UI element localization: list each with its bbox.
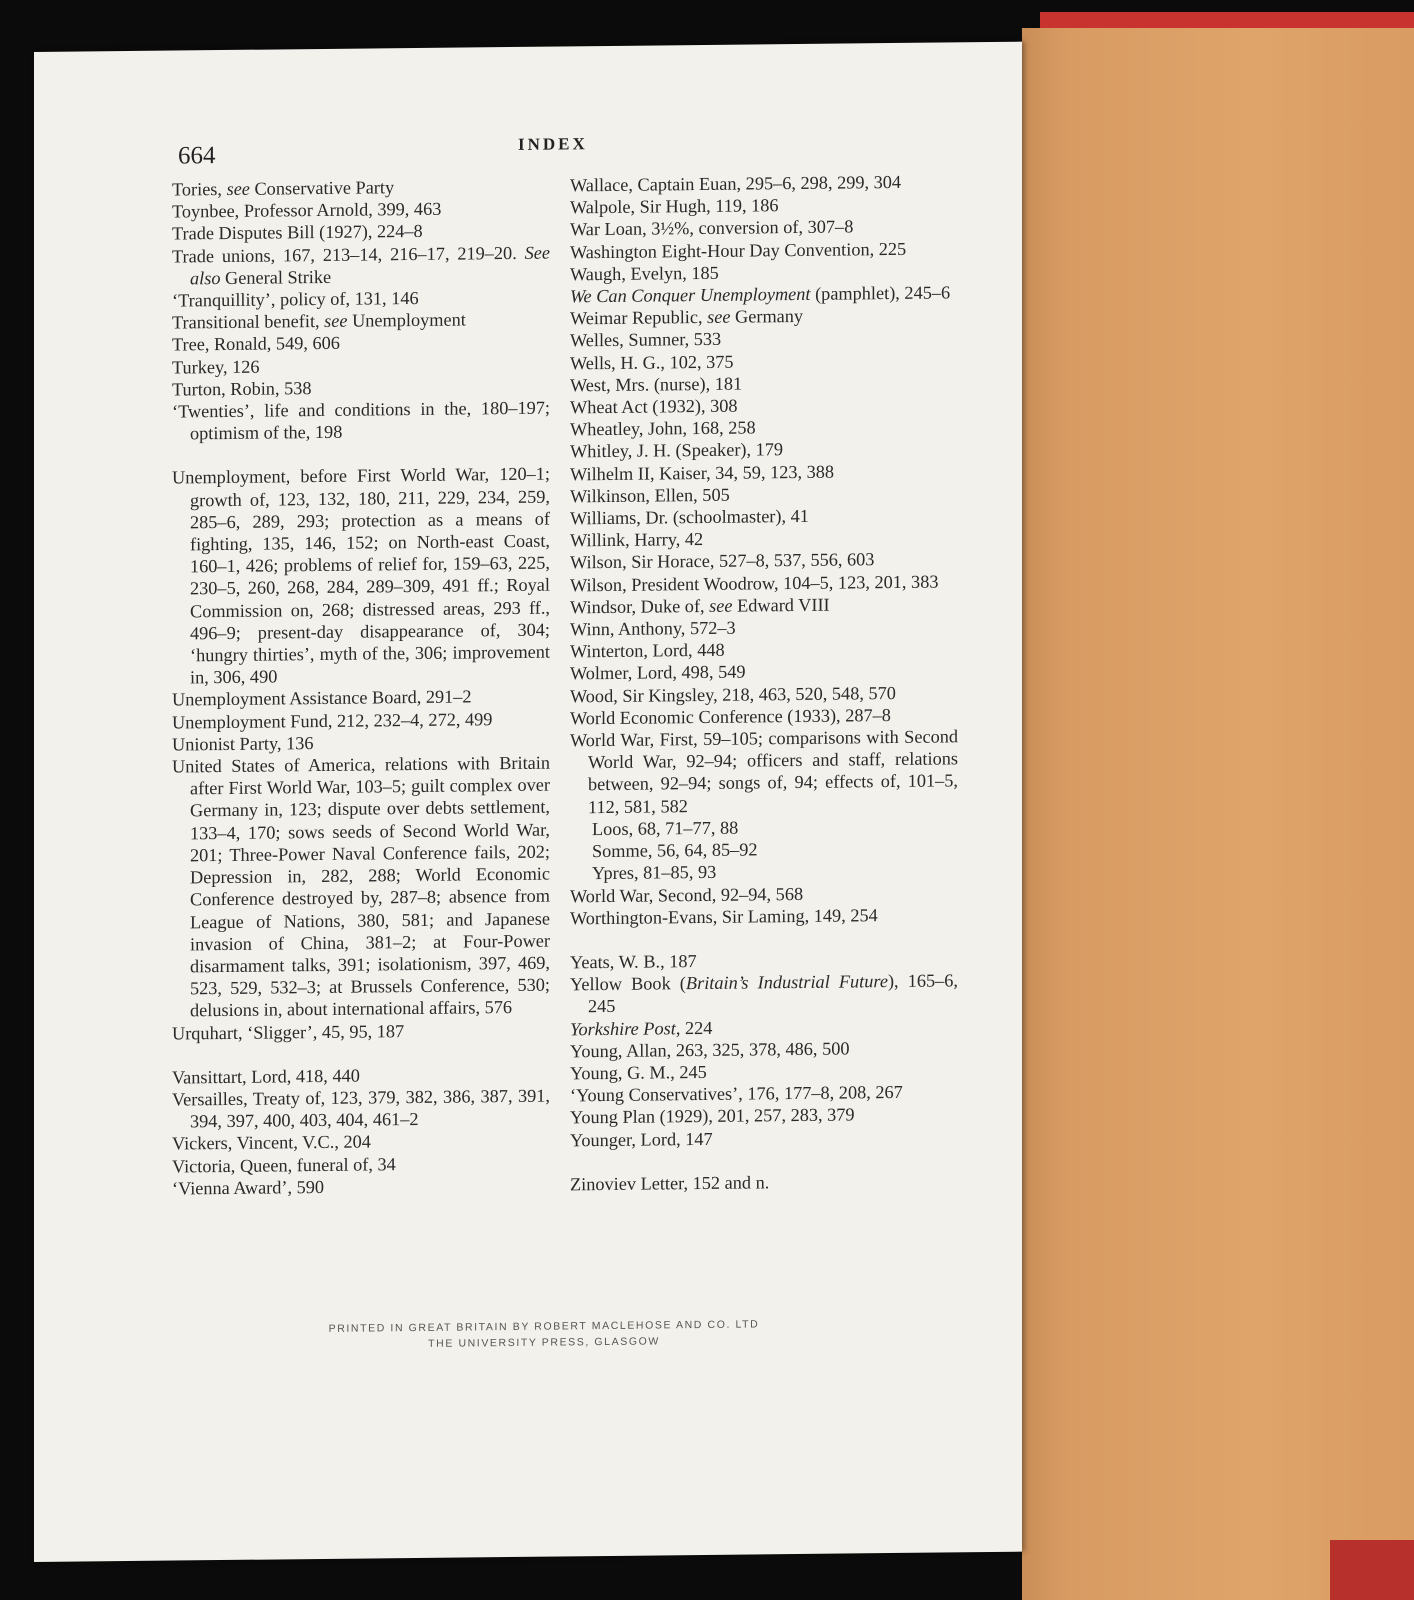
- index-entry: Wheat Act (1932), 308: [570, 395, 738, 418]
- index-entry: Versailles, Treaty of, 123, 379, 382, 386, 387, 391, 394, 397, 400, 403, 404, 461–2: [172, 1085, 550, 1132]
- index-entry: Tories, see Conservative Party: [172, 177, 395, 200]
- index-entry: War Loan, 3½%, conversion of, 307–8: [570, 216, 854, 240]
- index-entry: Unemployment Assistance Board, 291–2: [172, 686, 472, 711]
- index-entry: Weimar Republic, see Germany: [570, 306, 804, 329]
- index-entry: ‘Young Conservatives’, 176, 177–8, 208, 267: [570, 1082, 903, 1106]
- index-entry: Wood, Sir Kingsley, 218, 463, 520, 548, 570: [570, 682, 896, 707]
- index-entry: Toynbee, Professor Arnold, 399, 463: [172, 198, 442, 222]
- index-column-right: [570, 170, 958, 1195]
- index-entry: Transitional benefit, see Unemployment: [172, 309, 466, 333]
- index-entry: Waugh, Evelyn, 185: [570, 262, 719, 285]
- book-page: [34, 42, 1022, 1562]
- imprint-line-2: THE UNIVERSITY PRESS, GLASGOW: [428, 1335, 660, 1350]
- index-entry: Young Plan (1929), 201, 257, 283, 379: [570, 1104, 855, 1128]
- book-cover-endpaper: [1022, 28, 1414, 1600]
- index-entry: Unemployment, before First World War, 120–1; growth of, 123, 132, 180, 211, 229, 234, 259, 285–6, 289, 293; protection as a means of fighting, 135, 146, 152; on North-east Coast, 160–1, 426; problems of relief for, 159–63, 225, 230–5, 260, 268, 284, 289–309, 491 ff.; Royal Commission on, 268; distressed areas, 293 ff., 496–9; present-day disappearance of, 304; ‘hungry thirties’, myth of the, 306; improvement in, 306, 490: [172, 464, 550, 688]
- index-subentry: Somme, 56, 64, 85–92: [592, 839, 758, 862]
- index-entry: Yellow Book (Britain’s Industrial Future), 165–6, 245: [570, 970, 958, 1017]
- index-entry: Wilson, Sir Horace, 527–8, 537, 556, 603: [570, 549, 875, 573]
- index-entry: Williams, Dr. (schoolmaster), 41: [570, 505, 809, 529]
- index-entry: Wallace, Captain Euan, 295–6, 298, 299, 304: [570, 171, 902, 196]
- index-entry: Wolmer, Lord, 498, 549: [570, 662, 746, 684]
- index-entry: Wilkinson, Ellen, 505: [570, 484, 730, 507]
- index-entry: Unionist Party, 136: [172, 732, 314, 755]
- page-number: 664: [178, 142, 216, 170]
- index-entry: Victoria, Queen, funeral of, 34: [172, 1153, 396, 1177]
- index-entry: Young, G. M., 245: [570, 1061, 707, 1084]
- index-entry: Trade Disputes Bill (1927), 224–8: [172, 221, 423, 244]
- index-entry: Wells, H. G., 102, 375: [570, 351, 734, 374]
- index-entry: Trade unions, 167, 213–14, 216–17, 219–20. See also General Strike: [172, 242, 550, 289]
- printer-imprint: [264, 1316, 824, 1354]
- index-entry: ‘Twenties’, life and conditions in the, 180–197; optimism of the, 198: [172, 397, 550, 444]
- index-entry: Windsor, Duke of, see Edward VIII: [570, 594, 830, 618]
- index-entry: Young, Allan, 263, 325, 378, 486, 500: [570, 1038, 850, 1062]
- index-entry: Younger, Lord, 147: [570, 1128, 713, 1150]
- index-entry: World War, First, 59–105; comparisons with Second World War, 92–94; officers and staff, relations between, 92–94; songs of, 94; effects of, 101–5, 112, 581, 582: [570, 726, 958, 817]
- index-subentry: Ypres, 81–85, 93: [592, 862, 717, 884]
- index-entry: World Economic Conference (1933), 287–8: [570, 704, 891, 729]
- index-entry: Vansittart, Lord, 418, 440: [172, 1065, 360, 1088]
- index-subentry: Loos, 68, 71–77, 88: [592, 817, 739, 840]
- index-entry: Welles, Sumner, 533: [570, 329, 722, 351]
- index-entry: Turton, Robin, 538: [172, 377, 312, 400]
- index-entry: Winn, Anthony, 572–3: [570, 617, 736, 640]
- index-entry: Willink, Harry, 42: [570, 529, 704, 551]
- index-entry: United States of America, relations with Britain after First World War, 103–5; guilt complex over Germany in, 123; dispute over debts settlement, 133–4, 170; sows seeds of Second World War, 201; Three-Power Naval Conference fails, 202; Depression in, 282, 288; World Economic Conference destroyed by, 287–8; absence from League of Nations, 380, 581; and Japanese invasion of China, 381–2; at Four-Power disarmament talks, 391; isolationism, 397, 469, 523, 529, 532–3; at Brussels Conference, 530; delusions in, about international affairs, 576: [172, 752, 550, 1021]
- index-entry: We Can Conquer Unemployment (pamphlet), 245–6: [570, 282, 951, 307]
- index-entry: West, Mrs. (nurse), 181: [570, 373, 743, 396]
- index-entry: Vickers, Vincent, V.C., 204: [172, 1131, 371, 1154]
- index-entry: Washington Eight-Hour Day Convention, 225: [570, 238, 907, 262]
- imprint-line-1: PRINTED IN GREAT BRITAIN BY ROBERT MACLEHOSE AND CO. LTD: [328, 1318, 760, 1335]
- index-entry: Wilson, President Woodrow, 104–5, 123, 201, 383: [570, 571, 939, 596]
- cover-edge-red: [1040, 12, 1414, 28]
- index-entry: Walpole, Sir Hugh, 119, 186: [570, 195, 779, 218]
- index-entry: Unemployment Fund, 212, 232–4, 272, 499: [172, 708, 493, 733]
- index-entry: Turkey, 126: [172, 356, 260, 378]
- running-head: INDEX: [518, 134, 588, 154]
- cover-edge-red-bottom: [1330, 1540, 1414, 1600]
- index-entry: World War, Second, 92–94, 568: [570, 883, 804, 906]
- index-entry: ‘Tranquillity’, policy of, 131, 146: [172, 287, 419, 311]
- index-entry: Urquhart, ‘Sligger’, 45, 95, 187: [172, 1020, 405, 1044]
- index-entry: Winterton, Lord, 448: [570, 640, 725, 662]
- index-entry: Worthington-Evans, Sir Laming, 149, 254: [570, 904, 878, 929]
- index-entry: Wheatley, John, 168, 258: [570, 417, 756, 440]
- index-column-left: [172, 175, 550, 1200]
- index-entry: Whitley, J. H. (Speaker), 179: [570, 439, 784, 462]
- index-entry: Wilhelm II, Kaiser, 34, 59, 123, 388: [570, 461, 835, 485]
- index-entry: Yeats, W. B., 187: [570, 950, 697, 973]
- index-entry: ‘Vienna Award’, 590: [172, 1176, 325, 1199]
- index-entry: Tree, Ronald, 549, 606: [172, 333, 340, 355]
- index-entry: Zinoviev Letter, 152 and n.: [570, 1172, 770, 1195]
- index-entry: Yorkshire Post, 224: [570, 1017, 713, 1039]
